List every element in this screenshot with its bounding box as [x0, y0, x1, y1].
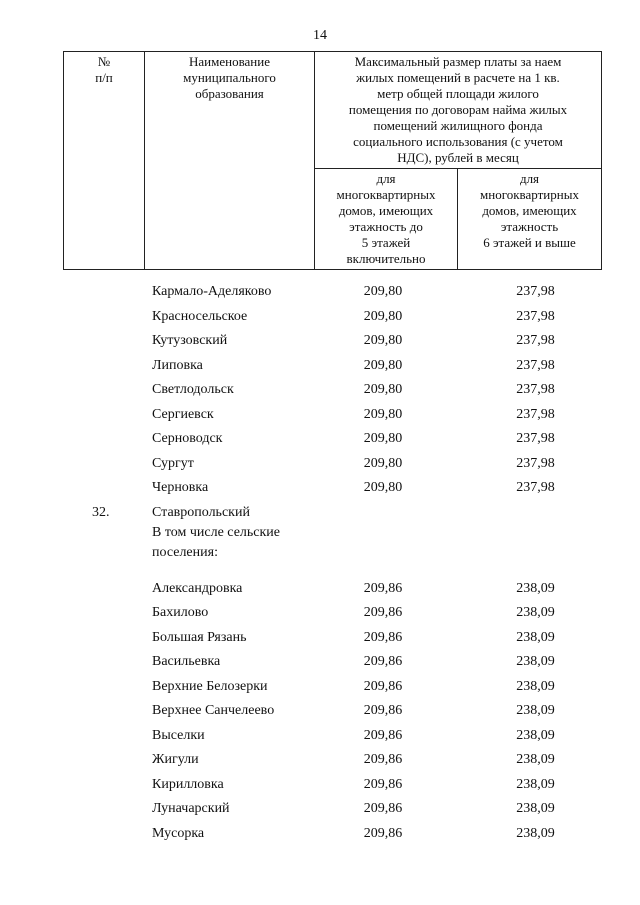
settlement-name: Сургут: [152, 455, 194, 471]
settlement-name: Выселки: [152, 727, 205, 743]
header-col-max-fee: Максимальный размер платы за наем жилых помещений в расчете на 1 кв. метр общей площади жилого помещения по договорам найма жилых помещений жилищного фонда социального использования (с учетом НДС), рублей в месяц: [315, 52, 602, 169]
fee-up-to-5-floors: 209,80: [363, 382, 403, 397]
fee-up-to-5-floors: 209,80: [363, 431, 403, 446]
table-row: [0, 476, 640, 501]
fee-6-floors-and-above: 237,98: [516, 455, 555, 471]
settlement-name: Серноводск: [152, 431, 223, 446]
table-row: [0, 378, 640, 403]
settlement-name: Кутузовский: [152, 333, 228, 348]
fee-6-floors-and-above: 238,09: [516, 825, 555, 841]
settlement-name: Светлодольск: [152, 382, 234, 397]
fee-6-floors-and-above: 237,98: [516, 333, 555, 348]
header-subcol-6-floors-and-above: для многоквартирных домов, имеющих этажность 6 этажей и выше: [458, 169, 602, 270]
fee-6-floors-and-above: 237,98: [516, 284, 555, 299]
settlement-name: Красносельское: [152, 308, 248, 324]
settlement-name: Мусорка: [152, 825, 205, 841]
table-row: [0, 280, 640, 305]
fee-up-to-5-floors: 209,86: [363, 752, 403, 767]
table-row: [0, 748, 640, 773]
settlement-name: Жигули: [152, 752, 199, 767]
fee-up-to-5-floors: 209,80: [363, 284, 403, 299]
fee-up-to-5-floors: 209,80: [363, 480, 403, 495]
table-row: [0, 329, 640, 354]
page-number: 14: [313, 28, 327, 43]
table-row: [0, 773, 640, 798]
table-row: [0, 699, 640, 724]
fee-up-to-5-floors: 209,80: [363, 333, 403, 348]
table-row: [0, 403, 640, 428]
table-row: [0, 305, 640, 330]
fee-6-floors-and-above: 238,09: [516, 629, 555, 645]
table-row: [0, 601, 640, 626]
fee-up-to-5-floors: 209,86: [363, 678, 403, 694]
fee-6-floors-and-above: 238,09: [516, 752, 555, 767]
settlement-name: Кирилловка: [152, 776, 224, 792]
settlement-name: Луначарский: [152, 801, 230, 816]
district-row: [0, 501, 640, 563]
settlement-name: Верхние Белозерки: [152, 678, 268, 694]
settlement-name: Верхнее Санчелеево: [152, 703, 275, 718]
fee-up-to-5-floors: 209,86: [363, 629, 403, 645]
fee-up-to-5-floors: 209,80: [363, 357, 403, 373]
fee-6-floors-and-above: 238,09: [516, 801, 555, 816]
table-header: [63, 51, 602, 270]
fee-6-floors-and-above: 238,09: [516, 580, 555, 596]
table-row: [0, 675, 640, 700]
fee-6-floors-and-above: 237,98: [516, 406, 555, 422]
table-row: [0, 577, 640, 602]
fee-6-floors-and-above: 237,98: [516, 480, 555, 495]
table-row: [0, 354, 640, 379]
fee-6-floors-and-above: 238,09: [516, 776, 555, 792]
fee-up-to-5-floors: 209,80: [363, 455, 403, 471]
fee-6-floors-and-above: 238,09: [516, 727, 555, 743]
table-row: [0, 427, 640, 452]
table-row: [0, 650, 640, 675]
fee-6-floors-and-above: 238,09: [516, 654, 555, 669]
fee-6-floors-and-above: 237,98: [516, 431, 555, 446]
table-row: [0, 626, 640, 651]
table-row: [0, 822, 640, 847]
table-row: [0, 797, 640, 822]
rows-group-b: [0, 577, 640, 847]
header-col-name: Наименование муниципального образования: [145, 52, 315, 270]
rows-group-a: [0, 280, 640, 501]
fee-up-to-5-floors: 209,86: [363, 727, 403, 743]
fee-up-to-5-floors: 209,80: [363, 406, 403, 422]
fee-6-floors-and-above: 238,09: [516, 678, 555, 694]
fee-up-to-5-floors: 209,80: [363, 308, 403, 324]
settlement-name: Черновка: [152, 480, 209, 495]
fee-6-floors-and-above: 238,09: [516, 605, 555, 620]
settlement-name: Бахилово: [152, 605, 209, 620]
settlement-name: Васильевка: [152, 654, 221, 669]
fee-up-to-5-floors: 209,86: [363, 825, 403, 841]
settlement-name: Сергиевск: [152, 406, 214, 422]
settlement-name: Липовка: [152, 357, 203, 373]
settlement-name: Большая Рязань: [152, 629, 247, 645]
settlement-name: Александровка: [152, 580, 243, 596]
district-note: В том числе сельские поселения:: [152, 524, 281, 560]
fee-up-to-5-floors: 209,86: [363, 776, 403, 792]
fee-6-floors-and-above: 237,98: [516, 382, 555, 397]
settlement-name: Кармало-Аделяково: [152, 284, 272, 299]
fee-up-to-5-floors: 209,86: [363, 605, 403, 620]
header-subcol-up-to-5-floors: для многоквартирных домов, имеющих этажность до 5 этажей включительно: [315, 169, 458, 270]
district-number: 32.: [92, 504, 110, 520]
fee-up-to-5-floors: 209,86: [363, 654, 403, 669]
header-col-number: № п/п: [64, 52, 145, 270]
table-row: [0, 452, 640, 477]
district-name: Ставропольский: [152, 504, 250, 520]
fee-up-to-5-floors: 209,86: [363, 580, 403, 596]
table-row: [0, 724, 640, 749]
fee-6-floors-and-above: 237,98: [516, 308, 555, 324]
fee-up-to-5-floors: 209,86: [363, 801, 403, 816]
fee-6-floors-and-above: 237,98: [516, 357, 555, 373]
table-body: [0, 280, 640, 846]
fee-up-to-5-floors: 209,86: [363, 703, 403, 718]
fee-6-floors-and-above: 238,09: [516, 703, 555, 718]
